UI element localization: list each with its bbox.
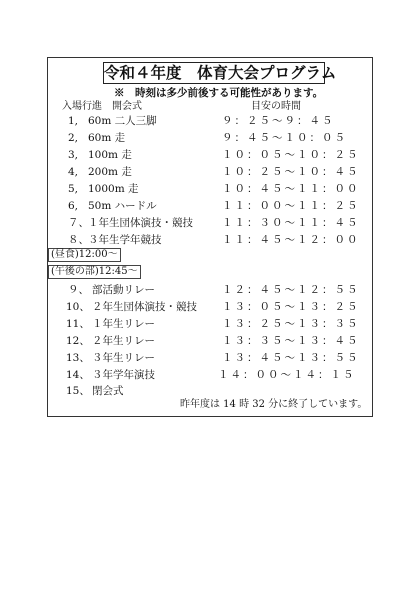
event-number: 11、 [66,318,90,330]
event-row [0,181,420,197]
event-name: 1000m 走 [88,183,139,195]
event-number: ８、 [68,234,89,246]
event-name: 50m ハードル [88,200,157,212]
time-column-header: 目安の時間 [251,101,301,112]
event-number: 4, [68,166,79,178]
event-row [0,383,420,399]
event-time: １３：０５～１３：２５ [222,301,360,313]
event-row [0,147,420,163]
event-number: 12、 [66,335,90,347]
event-number: 1, [68,115,79,127]
event-row [0,198,420,214]
event-name: 閉会式 [92,385,124,397]
event-number: 5, [68,183,79,195]
event-row [0,282,420,298]
event-row [0,113,420,129]
event-time: １３：３５～１３：４５ [222,335,360,347]
event-time: １１：４５～１２：００ [222,234,360,246]
event-time: １２：４５～１２：５５ [222,284,360,296]
event-number: 2, [68,132,79,144]
afternoon-session-label: (午後の部)12:45～ [48,265,141,279]
event-row [0,367,420,383]
event-time: ９：４５～１０：０５ [222,132,347,144]
event-number: 3, [68,149,79,161]
event-time: １３：４５～１３：５５ [222,352,360,364]
event-name: 60m 二人三脚 [88,115,157,127]
event-row [0,299,420,315]
lunch-break-label: (昼食)12:00～ [48,248,121,262]
event-name: 100m 走 [88,149,132,161]
event-time: １１：００～１１：２５ [222,200,360,212]
event-row [0,164,420,180]
event-name: 部活動リレー [92,284,155,296]
last-year-end-note: 昨年度は 14 時 32 分に終了しています。 [180,399,368,410]
event-number: 15、 [66,385,90,397]
event-row [0,350,420,366]
event-time: １０：４５～１１：００ [222,183,360,195]
event-name: ３年生学年競技 [88,234,162,246]
event-row [0,333,420,349]
event-time: １１：３０～１１：４５ [222,217,360,229]
event-number: 10、 [66,301,90,313]
event-row [0,316,420,332]
event-name: ２年生団体演技・競技 [92,301,197,313]
event-row [0,130,420,146]
event-number: 6, [68,200,79,212]
event-name: ３年学年演技 [92,369,155,381]
event-name: 200m 走 [88,166,132,178]
event-time: ９：２５～９：４５ [222,115,335,127]
event-name: １年生団体演技・競技 [88,217,193,229]
timing-notice: ※ 時刻は多少前後する可能性があります。 [114,87,324,99]
event-number: 14、 [66,369,90,381]
event-number: 13、 [66,352,90,364]
event-time: １０：２５～１０：４５ [222,166,360,178]
event-number: ７、 [68,217,89,229]
opening-ceremony-header: 入場行進 開会式 [62,101,142,112]
event-row [0,215,420,231]
event-name: 60m 走 [88,132,126,144]
event-time: １３：２５～１３：３５ [222,318,360,330]
event-time: １０：０５～１０：２５ [222,149,360,161]
event-name: ２年生リレー [92,335,155,347]
event-row [0,232,420,248]
event-number: ９、 [68,284,89,296]
event-time: １４：００～１４：１５ [218,369,356,381]
event-name: １年生リレー [92,318,155,330]
event-name: ３年生リレー [92,352,155,364]
page-title: 令和４年度 体育大会プログラム [104,63,337,82]
